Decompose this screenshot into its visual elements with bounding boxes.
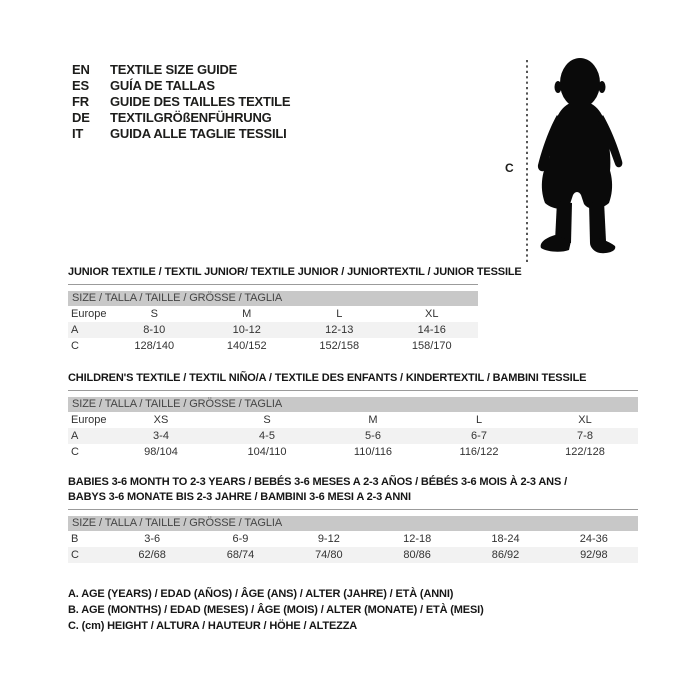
table-top-rule — [68, 509, 638, 510]
row-label: C — [71, 549, 79, 561]
size-cell: 62/68 — [138, 549, 166, 561]
size-header-bar: SIZE / TALLA / TAILLE / GRÖSSE / TAGLIA — [68, 397, 638, 412]
size-cell: M — [242, 308, 252, 320]
size-cell: 14-16 — [417, 324, 446, 336]
language-row — [72, 126, 290, 142]
size-cell: 3-6 — [144, 533, 161, 545]
size-cell: 140/152 — [226, 340, 267, 352]
table-row — [68, 322, 478, 338]
language-code: DE — [72, 110, 90, 125]
size-cell: 74/80 — [315, 549, 343, 561]
size-cell: 158/170 — [411, 340, 452, 352]
table-title: CHILDREN'S TEXTILE / TEXTIL NIÑO/A / TEXTILE DES ENFANTS / KINDERTEXTIL / BAMBINI TESSILE — [68, 372, 587, 384]
size-cell: XL — [425, 308, 439, 320]
language-label: TEXTILGRÖßENFÜHRUNG — [110, 110, 272, 125]
language-row — [72, 110, 290, 126]
size-cell: 128/140 — [134, 340, 175, 352]
table-row — [68, 306, 478, 322]
size-cell: XS — [153, 414, 169, 426]
footnote-a: A. AGE (YEARS) / EDAD (AÑOS) / ÂGE (ANS) / ALTER (JAHRE) / ETÀ (ANNI) — [68, 588, 454, 600]
size-cell: 80/86 — [403, 549, 431, 561]
size-cell: 9-12 — [317, 533, 340, 545]
table-title: JUNIOR TEXTILE / TEXTIL JUNIOR/ TEXTILE JUNIOR / JUNIORTEXTIL / JUNIOR TESSILE — [68, 266, 522, 278]
footnotes — [68, 586, 484, 634]
size-header-bar: SIZE / TALLA / TAILLE / GRÖSSE / TAGLIA — [68, 516, 638, 531]
language-code: EN — [72, 62, 90, 77]
table-top-rule — [68, 390, 638, 391]
size-cell: 110/116 — [353, 446, 393, 458]
size-table-babies — [68, 475, 638, 563]
language-row — [72, 94, 290, 110]
row-label: B — [71, 533, 79, 545]
baby-silhouette-svg — [495, 45, 665, 270]
size-cell: 24-36 — [579, 533, 608, 545]
size-cell: 10-12 — [232, 324, 261, 336]
language-row — [72, 62, 290, 78]
size-table-children — [68, 371, 638, 460]
table-title-line2: BABYS 3-6 MONATE BIS 2-3 JAHRE / BAMBINI 3-6 MESI A 2-3 ANNI — [68, 491, 411, 503]
language-label: GUIDE DES TAILLES TEXTILE — [110, 94, 291, 109]
size-cell: 6-9 — [232, 533, 249, 545]
size-cell: L — [336, 308, 343, 320]
size-cell: 4-5 — [259, 430, 275, 442]
size-cell: 92/98 — [580, 549, 608, 561]
language-code: IT — [72, 126, 84, 141]
row-label: C — [71, 340, 79, 352]
size-cell: 12-13 — [325, 324, 354, 336]
height-measure-label: C — [505, 161, 514, 175]
row-label: Europe — [71, 414, 107, 426]
table-row — [68, 428, 638, 444]
size-cell: L — [475, 414, 483, 426]
size-cell: 98/104 — [144, 446, 178, 458]
size-cell: 18-24 — [491, 533, 520, 545]
language-label: GUÍA DE TALLAS — [110, 78, 215, 93]
table-title — [68, 475, 638, 505]
size-cell: 116/122 — [459, 446, 499, 458]
table-row — [68, 531, 638, 547]
size-cell: 6-7 — [471, 430, 487, 442]
size-cell: 7-8 — [577, 430, 593, 442]
size-cell: S — [150, 308, 158, 320]
size-table-junior — [68, 265, 522, 354]
footnote-c: C. (cm) HEIGHT / ALTURA / HAUTEUR / HÖHE / ALTEZZA — [68, 620, 358, 632]
size-cell: 122/128 — [565, 446, 605, 458]
size-cell: 152/158 — [319, 340, 360, 352]
language-list — [72, 62, 290, 142]
size-cell: S — [263, 414, 271, 426]
table-top-rule — [68, 284, 478, 285]
row-label: Europe — [71, 308, 107, 320]
language-code: ES — [72, 78, 89, 93]
row-label: C — [71, 446, 79, 458]
language-label: GUIDA ALLE TAGLIE TESSILI — [110, 126, 287, 141]
baby-silhouette — [538, 58, 622, 253]
size-cell: M — [368, 414, 378, 426]
footnote-b: B. AGE (MONTHS) / EDAD (MESES) / ÂGE (MOIS) / ALTER (MONATE) / ETÀ (MESI) — [68, 604, 484, 616]
size-cell: 5-6 — [365, 430, 381, 442]
size-cell: 86/92 — [491, 549, 520, 561]
table-row — [68, 547, 638, 563]
language-code: FR — [72, 94, 89, 109]
size-cell: 8-10 — [143, 324, 166, 336]
table-row — [68, 338, 478, 354]
size-cell: 12-18 — [403, 533, 432, 545]
size-cell: XL — [578, 414, 592, 426]
size-cell: 68/74 — [226, 549, 255, 561]
language-row — [72, 78, 290, 94]
table-row — [68, 412, 638, 428]
baby-figure — [495, 45, 665, 270]
size-cell: 3-4 — [153, 430, 169, 442]
table-row — [68, 444, 638, 460]
size-cell: 104/110 — [247, 446, 287, 458]
size-header-bar: SIZE / TALLA / TAILLE / GRÖSSE / TAGLIA — [68, 291, 478, 306]
language-label: TEXTILE SIZE GUIDE — [110, 62, 238, 77]
row-label: A — [71, 324, 79, 336]
row-label: A — [71, 430, 79, 442]
table-title-line1: BABIES 3-6 MONTH TO 2-3 YEARS / BEBÉS 3-6 MESES A 2-3 AÑOS / BÉBÉS 3-6 MOIS À 2-3 ANS / — [68, 476, 567, 488]
